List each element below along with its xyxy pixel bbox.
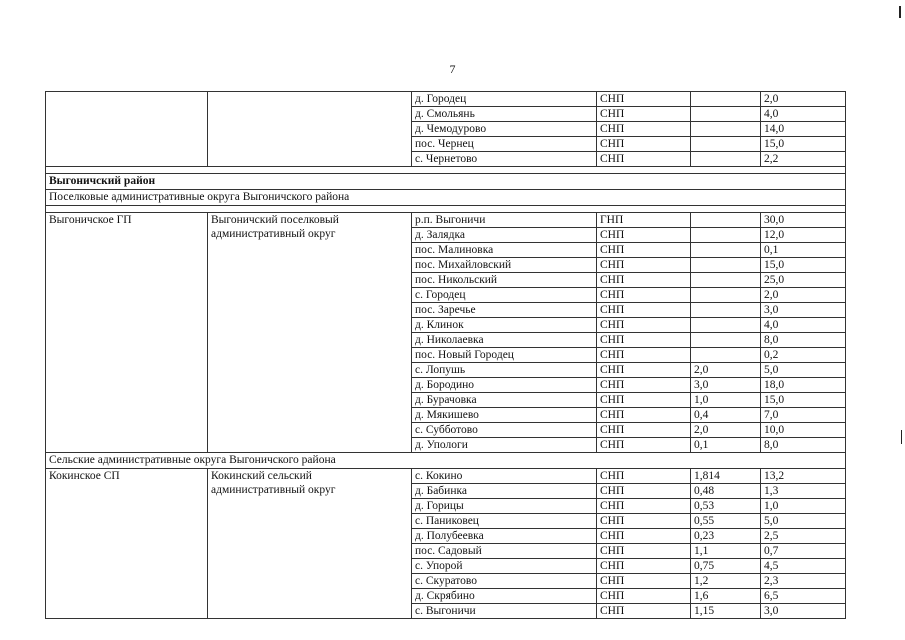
okrug-type-heading: Поселковые административные округа Выгоничского района [46, 190, 846, 206]
value-b-cell: 6,5 [761, 589, 846, 604]
value-a-cell: 1,0 [691, 393, 761, 408]
value-a-cell [691, 228, 761, 243]
settlements-table [45, 91, 846, 619]
settlement-name-cell: пос. Никольский [412, 273, 597, 288]
spacer-row [46, 167, 846, 174]
settlement-name-cell: с. Выгоничи [412, 604, 597, 619]
settlement-type-cell: СНП [597, 333, 691, 348]
settlement-name-cell: с. Лопушь [412, 363, 597, 378]
value-b-cell: 10,0 [761, 423, 846, 438]
value-b-cell: 2,2 [761, 152, 846, 167]
value-b-cell: 0,2 [761, 348, 846, 363]
value-b-cell: 8,0 [761, 333, 846, 348]
settlement-name-cell: с. Кокино [412, 469, 597, 484]
settlement-type-cell: СНП [597, 363, 691, 378]
settlement-type-cell: СНП [597, 484, 691, 499]
value-a-cell [691, 107, 761, 122]
spacer-cell [46, 206, 846, 213]
settlement-name-cell: пос. Садовый [412, 544, 597, 559]
value-a-cell [691, 258, 761, 273]
municipality-cell: Выгоничское ГП [46, 213, 208, 453]
value-b-cell: 2,0 [761, 92, 846, 107]
value-b-cell: 0,7 [761, 544, 846, 559]
value-a-cell [691, 288, 761, 303]
settlement-type-cell: СНП [597, 122, 691, 137]
settlement-type-cell: СНП [597, 348, 691, 363]
settlement-name-cell: р.п. Выгоничи [412, 213, 597, 228]
settlement-name-cell: пос. Новый Городец [412, 348, 597, 363]
settlement-name-cell: с. Субботово [412, 423, 597, 438]
table-row [46, 213, 846, 228]
value-a-cell [691, 152, 761, 167]
value-a-cell: 3,0 [691, 378, 761, 393]
settlement-name-cell: д. Чемодурово [412, 122, 597, 137]
settlement-type-cell: СНП [597, 438, 691, 453]
section-row [46, 453, 846, 469]
municipality-cell [46, 92, 208, 167]
value-b-cell: 12,0 [761, 228, 846, 243]
value-a-cell: 0,48 [691, 484, 761, 499]
settlement-type-cell: СНП [597, 544, 691, 559]
settlement-name-cell: с. Городец [412, 288, 597, 303]
value-b-cell: 2,5 [761, 529, 846, 544]
value-b-cell: 5,0 [761, 363, 846, 378]
value-a-cell: 1,1 [691, 544, 761, 559]
settlement-name-cell: д. Скрябино [412, 589, 597, 604]
settlement-type-cell: СНП [597, 559, 691, 574]
value-b-cell: 13,2 [761, 469, 846, 484]
settlement-type-cell: СНП [597, 393, 691, 408]
value-a-cell [691, 213, 761, 228]
value-b-cell: 4,0 [761, 318, 846, 333]
okrug-cell: Выгоничский поселковый административный округ [208, 213, 412, 453]
settlement-name-cell: с. Паниковец [412, 514, 597, 529]
value-b-cell: 4,0 [761, 107, 846, 122]
value-b-cell: 1,3 [761, 484, 846, 499]
settlement-type-cell: СНП [597, 152, 691, 167]
settlement-name-cell: пос. Малиновка [412, 243, 597, 258]
settlement-name-cell: д. Мякишево [412, 408, 597, 423]
settlement-name-cell: д. Бабинка [412, 484, 597, 499]
spacer-row [46, 206, 846, 213]
settlement-name-cell: пос. Чернец [412, 137, 597, 152]
value-b-cell: 3,0 [761, 604, 846, 619]
settlement-type-cell: СНП [597, 258, 691, 273]
value-a-cell: 2,0 [691, 423, 761, 438]
value-b-cell: 25,0 [761, 273, 846, 288]
settlement-name-cell: с. Чернетово [412, 152, 597, 167]
value-b-cell: 7,0 [761, 408, 846, 423]
page-number: 7 [449, 62, 456, 76]
settlement-name-cell: пос. Михайловский [412, 258, 597, 273]
settlement-name-cell: д. Бурачовка [412, 393, 597, 408]
value-b-cell: 15,0 [761, 137, 846, 152]
settlement-name-cell: д. Клинок [412, 318, 597, 333]
okrug-type-heading: Сельские административные округа Выгоничского района [46, 453, 846, 469]
okrug-cell [208, 92, 412, 167]
value-a-cell [691, 273, 761, 288]
value-b-cell: 8,0 [761, 438, 846, 453]
settlement-type-cell: СНП [597, 228, 691, 243]
value-b-cell: 18,0 [761, 378, 846, 393]
settlement-type-cell: СНП [597, 423, 691, 438]
value-b-cell: 5,0 [761, 514, 846, 529]
value-b-cell: 0,1 [761, 243, 846, 258]
settlement-name-cell: д. Полубеевка [412, 529, 597, 544]
value-a-cell: 0,55 [691, 514, 761, 529]
scan-edge-mark-top [899, 6, 901, 18]
settlement-type-cell: СНП [597, 243, 691, 258]
settlement-type-cell: СНП [597, 378, 691, 393]
settlement-name-cell: д. Городец [412, 92, 597, 107]
value-a-cell [691, 92, 761, 107]
settlement-name-cell: с. Скуратово [412, 574, 597, 589]
settlement-name-cell: д. Залядка [412, 228, 597, 243]
value-b-cell: 15,0 [761, 393, 846, 408]
settlement-type-cell: ГНП [597, 213, 691, 228]
scan-edge-mark-side [901, 430, 902, 444]
okrug-cell: Кокинский сельский административный округ [208, 469, 412, 619]
value-a-cell [691, 303, 761, 318]
settlement-name-cell: д. Смольянь [412, 107, 597, 122]
spacer-cell [46, 167, 846, 174]
value-a-cell [691, 348, 761, 363]
value-b-cell: 4,5 [761, 559, 846, 574]
settlement-type-cell: СНП [597, 499, 691, 514]
settlement-name-cell: пос. Заречье [412, 303, 597, 318]
value-a-cell: 1,2 [691, 574, 761, 589]
value-a-cell: 1,6 [691, 589, 761, 604]
section-row [46, 190, 846, 206]
section-row [46, 174, 846, 190]
settlement-name-cell: д. Николаевка [412, 333, 597, 348]
value-b-cell: 2,0 [761, 288, 846, 303]
settlement-type-cell: СНП [597, 288, 691, 303]
municipality-cell: Кокинское СП [46, 469, 208, 619]
value-a-cell [691, 333, 761, 348]
settlement-name-cell: д. Бородино [412, 378, 597, 393]
value-b-cell: 2,3 [761, 574, 846, 589]
value-a-cell: 0,75 [691, 559, 761, 574]
value-a-cell: 0,53 [691, 499, 761, 514]
table-row [46, 469, 846, 484]
settlement-type-cell: СНП [597, 469, 691, 484]
value-a-cell: 1,814 [691, 469, 761, 484]
value-a-cell: 1,15 [691, 604, 761, 619]
value-b-cell: 1,0 [761, 499, 846, 514]
value-a-cell [691, 137, 761, 152]
district-heading: Выгоничский район [46, 174, 846, 190]
value-a-cell [691, 318, 761, 333]
settlement-type-cell: СНП [597, 273, 691, 288]
settlement-type-cell: СНП [597, 529, 691, 544]
settlement-type-cell: СНП [597, 92, 691, 107]
value-b-cell: 3,0 [761, 303, 846, 318]
value-a-cell [691, 122, 761, 137]
settlement-type-cell: СНП [597, 589, 691, 604]
settlement-type-cell: СНП [597, 303, 691, 318]
settlement-type-cell: СНП [597, 514, 691, 529]
settlement-type-cell: СНП [597, 408, 691, 423]
value-a-cell: 0,23 [691, 529, 761, 544]
value-a-cell: 0,4 [691, 408, 761, 423]
settlement-type-cell: СНП [597, 107, 691, 122]
table-row [46, 92, 846, 107]
value-b-cell: 30,0 [761, 213, 846, 228]
settlement-type-cell: СНП [597, 137, 691, 152]
settlement-name-cell: с. Упорой [412, 559, 597, 574]
value-b-cell: 14,0 [761, 122, 846, 137]
settlement-type-cell: СНП [597, 604, 691, 619]
value-a-cell: 0,1 [691, 438, 761, 453]
settlement-name-cell: д. Упологи [412, 438, 597, 453]
value-b-cell: 15,0 [761, 258, 846, 273]
value-a-cell: 2,0 [691, 363, 761, 378]
settlement-type-cell: СНП [597, 574, 691, 589]
settlement-type-cell: СНП [597, 318, 691, 333]
settlement-name-cell: д. Горицы [412, 499, 597, 514]
value-a-cell [691, 243, 761, 258]
